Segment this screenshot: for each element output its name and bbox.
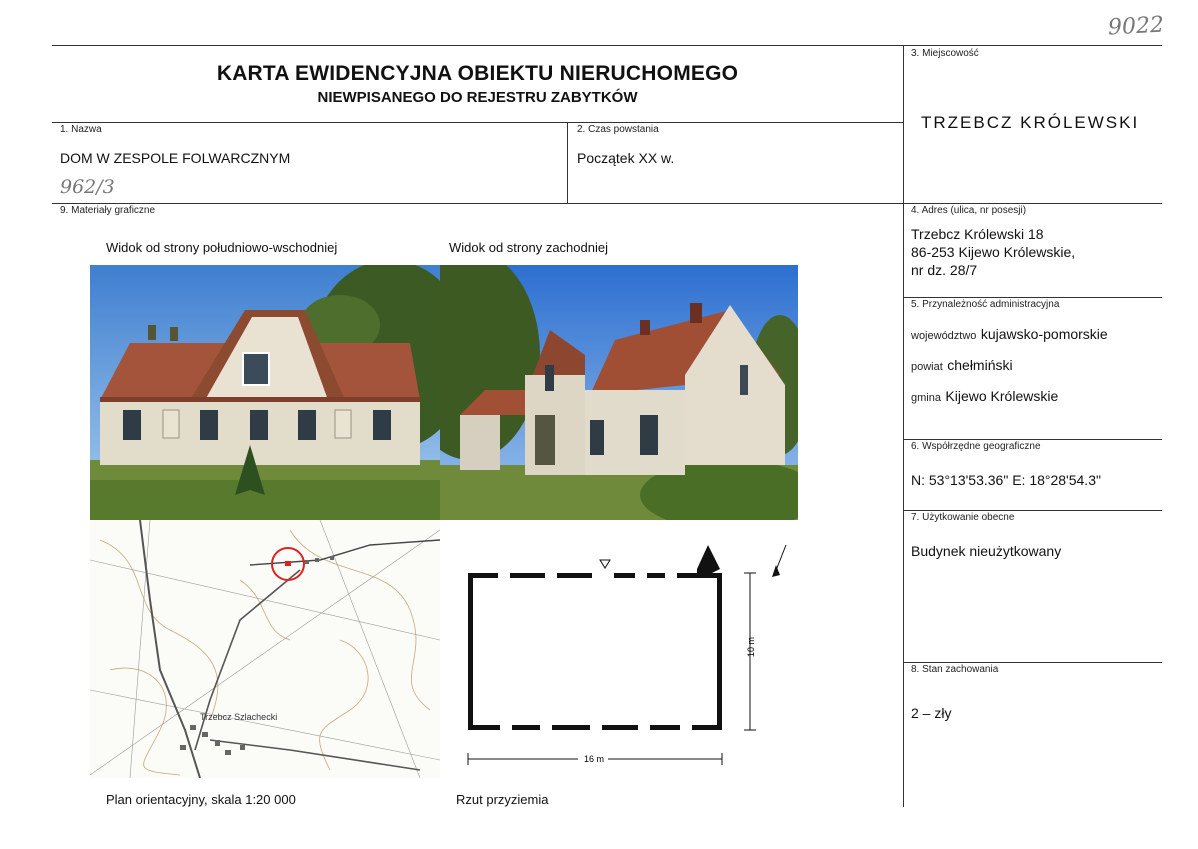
fields-bottom-rule (52, 203, 1162, 204)
date-label: 2. Czas powstania (577, 124, 659, 135)
rule-after-usage (903, 662, 1162, 663)
plan-caption: Rzut przyziemia (456, 792, 549, 807)
photo-west-view (440, 265, 798, 520)
usage-label: 7. Użytkowanie obecne (911, 512, 1015, 523)
rule-after-address (903, 297, 1162, 298)
address-line2: 86-253 Kijewo Królewskie, (911, 244, 1076, 260)
address-line3: nr dz. 28/7 (911, 262, 978, 278)
plan-width-label: 16 m (584, 754, 605, 764)
header-bottom-rule (52, 122, 903, 123)
page-title: KARTA EWIDENCYJNA OBIEKTU NIERUCHOMEGO (216, 62, 739, 85)
voivodeship-prefix: województwo (911, 330, 977, 342)
coords-value: N: 53°13'53.36" E: 18°28'54.3" (911, 472, 1101, 488)
name-value: DOM W ZESPOLE FOLWARCZNYM (60, 150, 291, 166)
map-town-label: Trzebcz Szlachecki (200, 712, 278, 722)
admin-label: 5. Przynależność administracyjna (911, 299, 1060, 310)
condition-label: 8. Stan zachowania (911, 664, 999, 675)
top-rule (52, 45, 1162, 46)
address-line1: Trzebcz Królewski 18 (911, 226, 1044, 242)
north-arrow-icon (772, 545, 786, 577)
commune-value: Kijewo Królewskie (945, 388, 1059, 404)
county-row (911, 357, 1013, 375)
photo-southeast-view (90, 265, 440, 520)
name-date-divider (567, 122, 568, 203)
county-prefix: powiat (911, 361, 943, 373)
voivodeship-row (911, 326, 1108, 344)
graphics-label: 9. Materiały graficzne (60, 205, 156, 216)
voivodeship-value: kujawsko-pomorskie (980, 326, 1108, 342)
place-label: 3. Miejscowość (911, 48, 979, 59)
commune-prefix: gmina (911, 392, 941, 404)
photo1-caption: Widok od strony południowo-wschodniej (106, 240, 338, 255)
county-value: chełmiński (947, 357, 1013, 373)
address-label: 4. Adres (ulica, nr posesji) (911, 205, 1027, 216)
page-subtitle: NIEWPISANEGO DO REJESTRU ZABYTKÓW (317, 89, 638, 106)
commune-row (911, 388, 1058, 406)
right-column-divider (903, 45, 904, 807)
photo2-caption: Widok od strony zachodniej (449, 240, 608, 255)
orientation-map (90, 520, 440, 778)
place-value: TRZEBCZ KRÓLEWSKI (921, 113, 1140, 132)
rule-after-coords (903, 510, 1162, 511)
archive-number: 9022 (1107, 12, 1165, 41)
rule-after-admin (903, 439, 1162, 440)
coords-label: 6. Współrzędne geograficzne (911, 441, 1041, 452)
name-label: 1. Nazwa (60, 124, 102, 135)
date-value: Początek XX w. (577, 150, 675, 166)
condition-value: 2 – zły (911, 705, 952, 721)
plan-height-label: 10 m (746, 636, 756, 657)
usage-value: Budynek nieużytkowany (911, 543, 1062, 559)
map-caption: Plan orientacyjny, skala 1:20 000 (106, 792, 296, 807)
handwritten-reference: 962/3 (60, 176, 115, 198)
ground-floor-plan (450, 535, 800, 775)
